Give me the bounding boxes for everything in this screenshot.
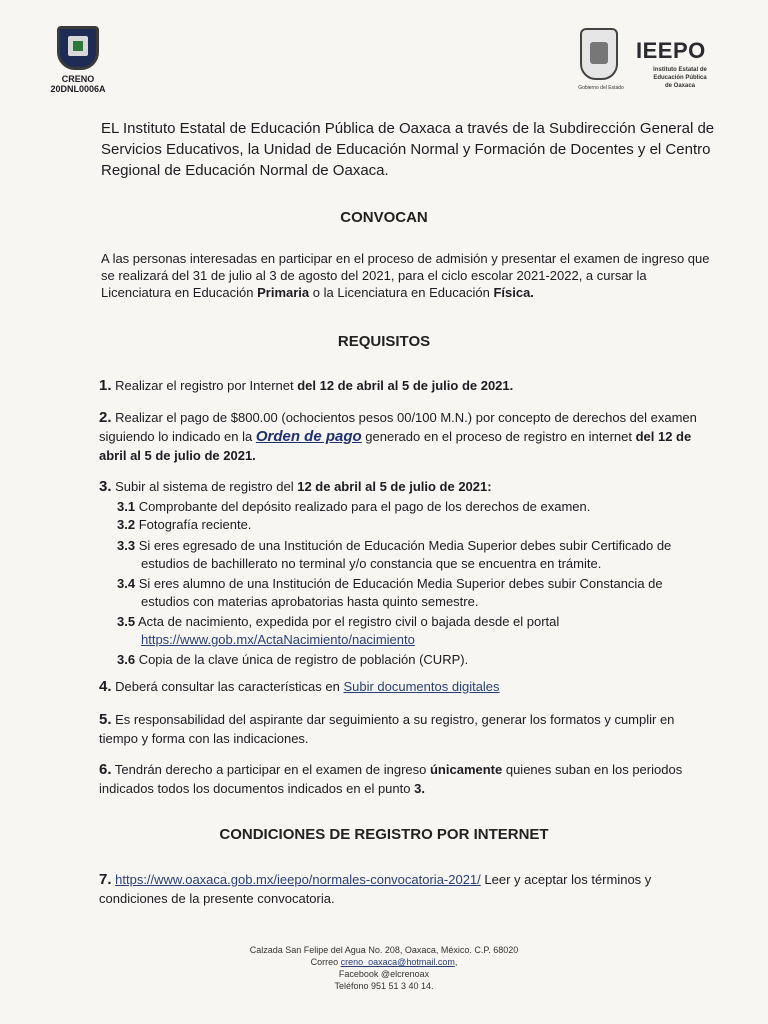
requisito-3-1 (117, 498, 707, 516)
requisito-4-number: 4. (99, 678, 112, 695)
requisito-4-text: Deberá consultar las características en (111, 679, 344, 694)
convocan-fisica: Física. (493, 285, 534, 300)
requisito-3-5-number: 3.5 (117, 614, 136, 629)
requisito-2-number: 2. (99, 409, 112, 426)
heading-requisitos: REQUISITOS (337, 333, 431, 350)
intro-paragraph: EL Instituto Estatal de Educación Pública de Oaxaca a través de la Subdirección General de Servicios Educativos, la Unidad de Educación Normal y Formación de Docentes y el Centro Regional de Educación Normal de Oaxaca. (101, 120, 715, 179)
gov-caption: Gobierno del Estado (578, 85, 624, 91)
requisito-3-3-number: 3.3 (117, 538, 136, 553)
requisito-3 (99, 477, 711, 496)
footer-mail-link[interactable]: creno_oaxaca@hotmail.com (340, 957, 455, 967)
creno-logo (38, 26, 118, 94)
subir-documentos-link[interactable]: Subir documentos digitales (343, 679, 500, 694)
acta-nacimiento-link[interactable]: https://www.gob.mx/ActaNacimiento/nacimiento (141, 632, 415, 647)
requisito-1-text: Realizar el registro por Internet (111, 378, 298, 393)
ieepo-subtitle-1: Instituto Estatal de (653, 67, 707, 73)
requisito-6-text-2: quienes suban en los periodos indicados todos los documentos indicados en el punto (99, 762, 683, 796)
ieepo-subtitle-2: Educación Pública (653, 75, 707, 81)
condicion-7 (99, 870, 711, 908)
convocan-paragraph (101, 250, 711, 301)
requisito-4 (99, 677, 711, 696)
requisito-3-2-number: 3.2 (117, 517, 136, 532)
orden-de-pago-link[interactable]: Orden de pago (255, 428, 362, 445)
creno-shield-icon (57, 26, 99, 70)
requisito-1 (99, 376, 711, 395)
footer-address: Calzada San Felipe del Agua No. 208, Oaxaca, México. C.P. 68020 (249, 945, 519, 955)
footer (0, 944, 768, 992)
footer-phone: Teléfono 951 51 3 40 14. (334, 981, 434, 991)
requisito-3-6-text: Copia de la clave única de registro de población (CURP). (135, 652, 469, 667)
requisito-3-3-text-2: estudios de bachillerato no terminal y/o constancia que se encuentra en trámite. (141, 556, 602, 571)
requisito-3-5-text: Acta de nacimiento, expedida por el registro civil o bajada desde el portal (135, 614, 560, 629)
requisito-1-dates: del 12 de abril al 5 de julio de 2021. (297, 378, 514, 393)
requisito-5-number: 5. (99, 711, 112, 728)
requisito-3-2-text: Fotografía reciente. (135, 517, 252, 532)
requisito-3-dates: 12 de abril al 5 de julio de 2021: (297, 479, 492, 494)
requisito-1-number: 1. (99, 377, 112, 394)
requisito-3-3 (117, 537, 707, 573)
requisito-6-text: Tendrán derecho a participar en el examen de ingreso (111, 762, 430, 777)
creno-logo-code: 20DNL0006A (50, 84, 106, 94)
ieepo-subtitle-3: de Oaxaca (664, 83, 696, 89)
ieepo-subtitle (638, 66, 722, 90)
requisito-3-1-text: Comprobante del depósito realizado para el pago de los derechos de examen. (135, 499, 591, 514)
requisito-2-text-2: generado en el proceso de registro en internet (361, 429, 636, 444)
requisito-3-1-number: 3.1 (117, 499, 136, 514)
footer-mail-label: Correo (310, 957, 341, 967)
requisito-5-text: Es responsabilidad del aspirante dar seguimiento a su registro, generar los formatos y cumplir en tiempo y forma con las indicaciones. (99, 712, 675, 746)
heading-convocan: CONVOCAN (340, 209, 428, 226)
heading-condiciones: CONDICIONES DE REGISTRO POR INTERNET (219, 826, 549, 843)
requisito-3-4-text-2: estudios con materias aprobatorias hasta quinto semestre. (141, 594, 479, 609)
requisito-3-4-number: 3.4 (117, 576, 136, 591)
requisito-3-5 (117, 613, 707, 649)
condicion-7-text: Leer y aceptar los términos y condiciones de la presente convocatoria. (99, 872, 652, 906)
creno-logo-name: CRENO (61, 74, 95, 84)
footer-mail-line (0, 956, 768, 968)
ieepo-title: IEEPO (636, 38, 706, 63)
requisito-3-6-number: 3.6 (117, 652, 136, 667)
convocan-text-2: o la Licenciatura en Educación (309, 285, 494, 300)
requisito-2-text: Realizar el pago de $800.00 (ochocientos pesos 00/100 M.N.) por concepto de derechos del examen siguiendo lo indicado en la (99, 410, 697, 444)
requisito-6-unicamente: únicamente (429, 762, 503, 777)
requisito-3-6 (117, 651, 707, 669)
convocan-text: A las personas interesadas en participar en el proceso de admisión y presentar el examen de ingreso que se realizará del 31 de julio al 3 de agosto del 2021, para el ciclo escolar 2021-2022, a cursar la Licenciatura en Educación (101, 251, 710, 300)
requisito-6 (99, 760, 711, 798)
ieepo-logo (576, 28, 736, 98)
requisito-2-dates: del 12 de abril al 5 de julio de 2021. (99, 429, 692, 463)
footer-mail-end: , (454, 957, 458, 967)
requisito-6-number: 6. (99, 761, 112, 778)
convocatoria-link[interactable]: https://www.oaxaca.gob.mx/ieepo/normales-convocatoria-2021/ (115, 872, 481, 887)
requisito-3-4-text: Si eres alumno de una Institución de Educación Media Superior debes subir Constancia de (135, 576, 663, 591)
requisito-3-text: Subir al sistema de registro del (111, 479, 298, 494)
requisito-2 (99, 408, 711, 465)
state-emblem-icon (580, 28, 618, 80)
requisito-5 (99, 710, 711, 748)
requisito-3-3-text: Si eres egresado de una Institución de Educación Media Superior debes subir Certificado de (135, 538, 672, 553)
requisito-3-2 (117, 516, 707, 534)
footer-facebook: Facebook @elcrenoax (338, 969, 430, 979)
condicion-7-number: 7. (99, 871, 112, 888)
requisito-3-4 (117, 575, 707, 611)
convocan-primaria: Primaria (257, 285, 310, 300)
requisito-6-punto: 3. (414, 781, 425, 796)
requisito-3-number: 3. (99, 478, 112, 495)
